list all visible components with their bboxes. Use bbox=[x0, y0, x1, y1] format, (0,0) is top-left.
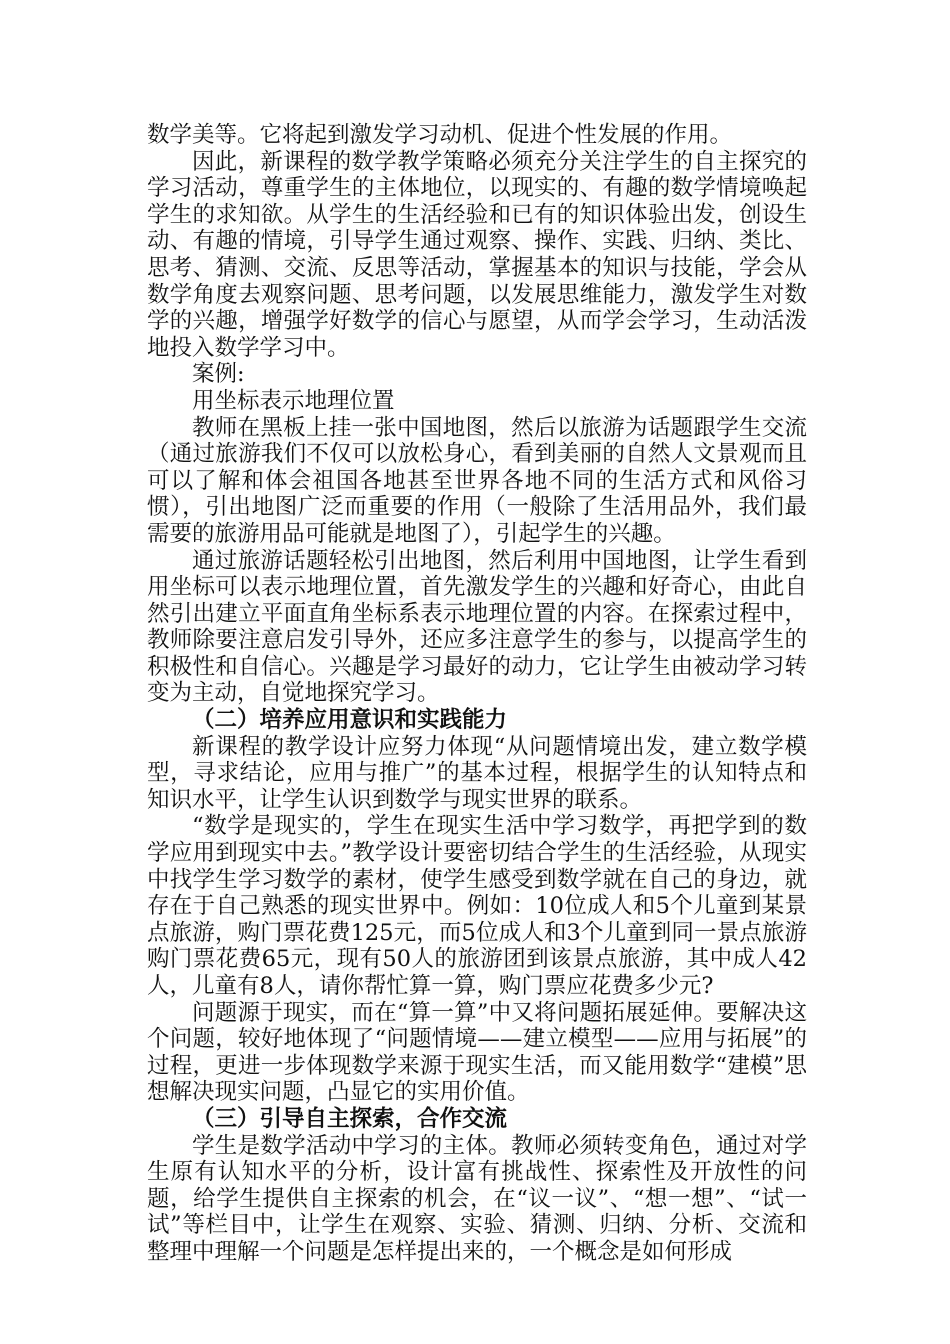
case-title: 用坐标表示地理位置 bbox=[192, 387, 395, 414]
section-heading-3: （三）引导自主探索，合作交流 bbox=[192, 1105, 508, 1132]
paragraph-problem-analysis: 问题源于现实，而在“算一算”中又将问题拓展延伸。要解决这个问题，较好地体现了“问题情境——建立模型——应用与拓展”的过程，更进一步体现数学来源于现实生活，而又能用数学“建模”思想解决现实问题，凸显它的实用价值。 bbox=[147, 999, 807, 1106]
case-label: 案例: bbox=[192, 361, 245, 388]
paragraph-strategy: 因此，新课程的数学教学策略必须充分关注学生的自主探究的学习活动，尊重学生的主体地位，以现实的、有趣的数学情境唤起学生的求知欲。从学生的生活经验和已有的知识体验出发，创设生动、有趣的情境，引导学生通过观察、操作、实践、归纳、类比、思考、猜测、交流、反思等活动，掌握基本的知识与技能，学会从数学角度去观察问题、思考问题，以发展思维能力，激发学生对数学的兴趣，增强学好数学的信心与愿望，从而学会学习，生动活泼地投入数学学习中。 bbox=[147, 148, 807, 361]
paragraph-map-analysis: 通过旅游话题轻松引出地图，然后利用中国地图，让学生看到用坐标可以表示地理位置，首先激发学生的兴趣和好奇心，由此自然引出建立平面直角坐标系表示地理位置的内容。在探索过程中，教师除要注意启发引导外，还应多注意学生的参与，以提高学生的积极性和自信心。兴趣是学习最好的动力，它让学生由被动学习转变为主动，自觉地探究学习。 bbox=[147, 547, 807, 707]
paragraph-design: 新课程的教学设计应努力体现“从问题情境出发，建立数学模型，寻求结论，应用与推广”的基本过程，根据学生的认知特点和知识水平，让学生认识到数学与现实世界的联系。 bbox=[147, 733, 807, 813]
paragraph-continuation: 数学美等。它将起到激发学习动机、促进个性发展的作用。 bbox=[147, 122, 733, 148]
section-heading-2: （二）培养应用意识和实践能力 bbox=[192, 707, 508, 734]
paragraph-map-intro: 教师在黑板上挂一张中国地图，然后以旅游为话题跟学生交流（通过旅游我们不仅可以放松身心，看到美丽的自然人文景观而且可以了解和体会祖国各地甚至世界各地不同的生活方式和风俗习惯），引出地图广泛而重要的作用（一般除了生活用品外，我们最需要的旅游用品可能就是地图了），引起学生的兴趣。 bbox=[147, 414, 807, 547]
document-body bbox=[147, 122, 807, 1266]
paragraph-example: “数学是现实的，学生在现实生活中学习数学，再把学到的数学应用到现实中去。”教学设计要密切结合学生的生活经验，从现实中找学生学习数学的素材，使学生感受到数学就在自己的身边，就存在于自己熟悉的现实世界中。例如：10位成人和5个儿童到某景点旅游，购门票花费125元，而5位成人和3个儿童到同一景点旅游购门票花费65元，现有50人的旅游团到该景点旅游，其中成人42人，儿童有8人，请你帮忙算一算，购门票应花费多少元? bbox=[147, 813, 807, 999]
paragraph-student-subject: 学生是数学活动中学习的主体。教师必须转变角色，通过对学生原有认知水平的分析，设计富有挑战性、探索性及开放性的问题，给学生提供自主探索的机会，在“议一议”、“想一想”、“试一试”等栏目中，让学生在观察、实验、猜测、归纳、分析、交流和整理中理解一个问题是怎样提出来的，一个概念是如何形成 bbox=[147, 1132, 807, 1265]
